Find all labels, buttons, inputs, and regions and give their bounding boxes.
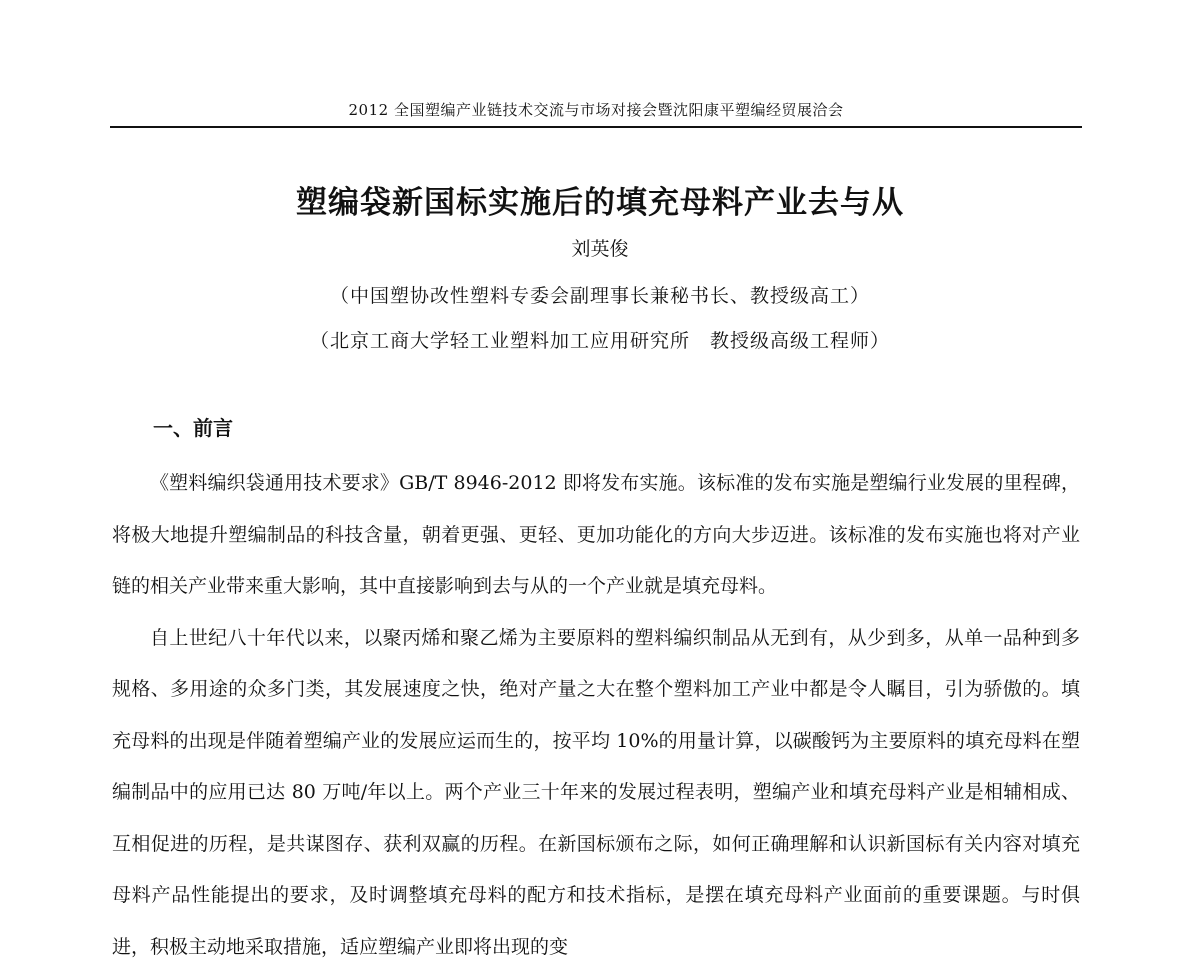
body-text bbox=[112, 458, 1080, 973]
running-header: 2012 全国塑编产业链技术交流与市场对接会暨沈阳康平塑编经贸展洽会 bbox=[110, 99, 1082, 120]
paragraph: 自上世纪八十年代以来，以聚丙烯和聚乙烯为主要原料的塑料编织制品从无到有，从少到多，从单一品种到多规格、多用途的众多门类，其发展速度之快，绝对产量之大在整个塑料加工产业中都是令人瞩目，引为骄傲的。填充母料的出现是伴随着塑编产业的发展应运而生的，按平均 10%的用量计算，以碳酸钙为主要原料的填充母料在塑编制品中的应用已达 80 万吨/年以上。两个产业三十年来的发展过程表明，塑编产业和填充母料产业是相辅相成、互相促进的历程，是共谋图存、获利双赢的历程。在新国标颁布之际，如何正确理解和认识新国标有关内容对填充母料产品性能提出的要求，及时调整填充母料的配方和技术指标，是摆在填充母料产业面前的重要课题。与时俱进，积极主动地采取措施，适应塑编产业即将出现的变 bbox=[112, 613, 1080, 973]
author-name: 刘英俊 bbox=[0, 234, 1200, 261]
author-affiliation: （北京工商大学轻工业塑料加工应用研究所 教授级高级工程师） bbox=[0, 326, 1200, 353]
header-rule bbox=[110, 126, 1082, 128]
paper-title: 塑编袋新国标实施后的填充母料产业去与从 bbox=[0, 177, 1200, 222]
author-affiliation: （中国塑协改性塑料专委会副理事长兼秘书长、教授级高工） bbox=[0, 281, 1200, 308]
section-heading: 一、前言 bbox=[153, 412, 233, 441]
paragraph: 《塑料编织袋通用技术要求》GB/T 8946-2012 即将发布实施。该标准的发布实施是塑编行业发展的里程碑，将极大地提升塑编制品的科技含量，朝着更强、更轻、更加功能化的方向大步迈进。该标准的发布实施也将对产业链的相关产业带来重大影响，其中直接影响到去与从的一个产业就是填充母料。 bbox=[112, 458, 1080, 613]
